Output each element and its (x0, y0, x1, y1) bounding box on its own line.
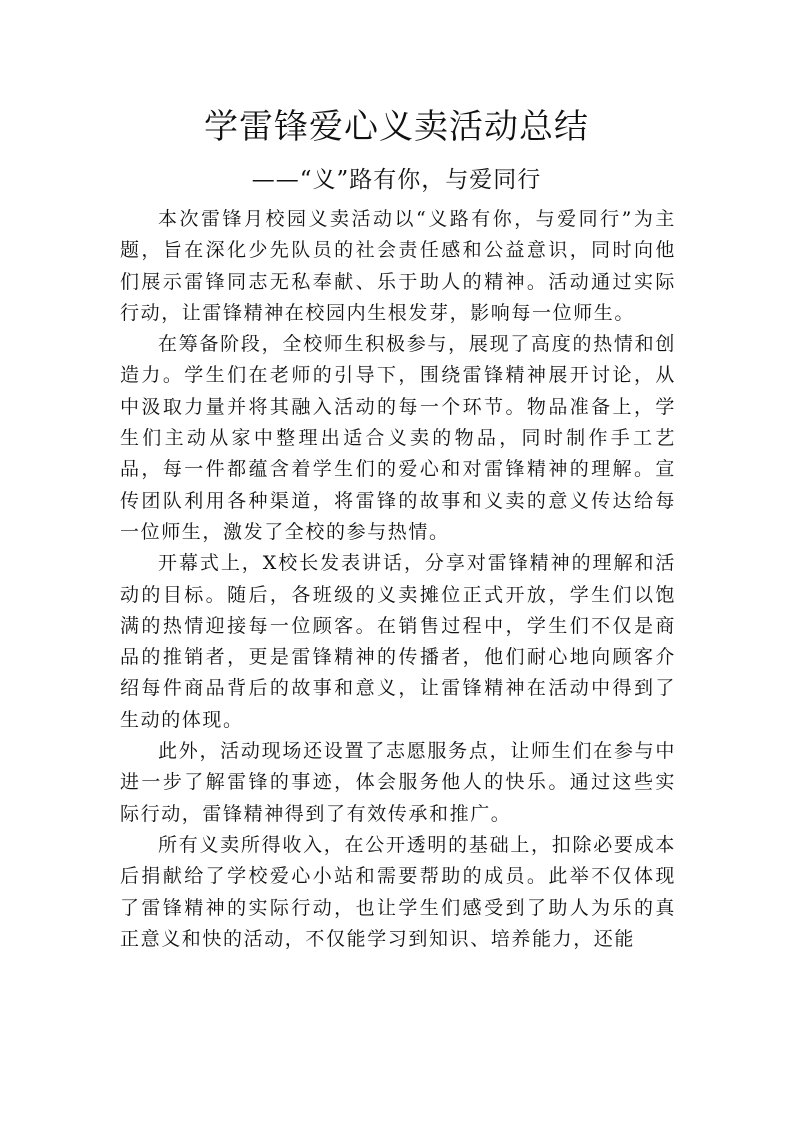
page-title: 学雷锋爱心义卖活动总结 (204, 107, 589, 147)
paragraph: 本次雷锋月校园义卖活动以“义路有你，与爱同行”为主题，旨在深化少先队员的社会责任感和公益意识，同时向他们展示雷锋同志无私奉献、乐于助人的精神。活动通过实际行动，让雷锋精神在校园内生根发芽，影响每一位师生。 (120, 208, 676, 324)
paragraph: 开幕式上，X校长发表讲话，分享对雷锋精神的理解和活动的目标。随后，各班级的义卖摊位正式开放，学生们以饱满的热情迎接每一位顾客。在销售过程中，学生们不仅是商品的推销者，更是雷锋精神的传播者，他们耐心地向顾客介绍每件商品背后的故事和意义，让雷锋精神在活动中得到了生动的体现。 (120, 552, 676, 731)
document-body (120, 204, 676, 955)
paragraph: 此外，活动现场还设置了志愿服务点，让师生们在参与中进一步了解雷锋的事迹，体会服务他人的快乐。通过这些实际行动，雷锋精神得到了有效传承和推广。 (120, 740, 676, 825)
paragraph: 在筹备阶段，全校师生积极参与，展现了高度的热情和创造力。学生们在老师的引导下，围绕雷锋精神展开讨论，从中汲取力量并将其融入活动的每一个环节。物品准备上，学生们主动从家中整理出适合义卖的物品，同时制作手工艺品，每一件都蕴含着学生们的爱心和对雷锋精神的理解。宣传团队利用各种渠道，将雷锋的故事和义卖的意义传达给每一位师生，激发了全校的参与热情。 (120, 333, 676, 543)
paragraph: 所有义卖所得收入，在公开透明的基础上，扣除必要成本后捐献给了学校爱心小站和需要帮助的成员。此举不仅体现了雷锋精神的实际行动，也让学生们感受到了助人为乐的真正意义和快的活动，不仅能学习到知识、培养能力，还能 (120, 833, 676, 950)
page-subtitle: ——“义”路有你，与爱同行 (251, 167, 542, 193)
